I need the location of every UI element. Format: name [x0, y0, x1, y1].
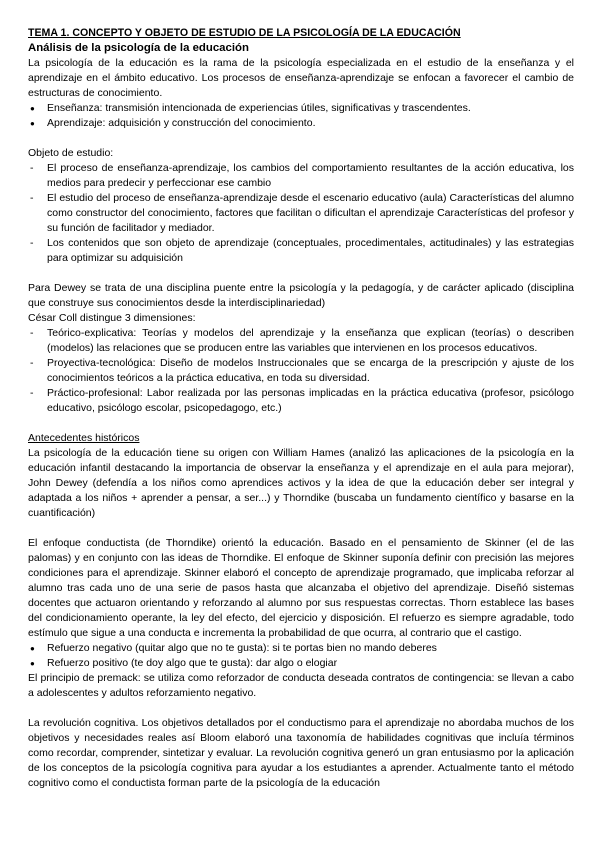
premack-paragraph: El principio de premack: se utiliza como reforzador de conducta deseada contratos de contingencia: se llevan a cabo a adolescentes y adultos reforzamiento negativo.	[28, 672, 574, 699]
list-item: ● Refuerzo positivo (te doy algo que te gusta): dar algo o elogiar	[28, 656, 574, 671]
list-item: ● Enseñanza: transmisión intencionada de experiencias útiles, significativas y trascendentes.	[28, 101, 574, 116]
refuerzo-list	[28, 641, 574, 671]
coll-list	[28, 326, 574, 416]
objeto-label: Objeto de estudio:	[28, 147, 114, 159]
antecedentes-heading: Antecedentes históricos	[28, 432, 140, 444]
list-item: - Teórico-explicativa: Teorías y modelos del aprendizaje y la enseñanza que explican (teorías) o describen (modelos) las relaciones que se producen entre las variables que intervienen en los procesos educativos.	[28, 326, 574, 356]
intro-bullet-list	[28, 101, 574, 131]
document-page	[28, 26, 574, 791]
section-subtitle: Análisis de la psicología de la educación	[28, 42, 249, 54]
list-item: - Proyectiva-tecnológica: Diseño de modelos Instruccionales que se encarga de la prescripción y ajuste de los conocimientos teóricos a la práctica educativa, en toda su diversidad.	[28, 356, 574, 386]
document-title: TEMA 1. CONCEPTO Y OBJETO DE ESTUDIO DE LA PSICOLOGÍA DE LA EDUCACIÓN	[28, 27, 461, 39]
conductista-paragraph: El enfoque conductista (de Thorndike) orientó la educación. Basado en el pensamiento de Skinner (el de las palomas) y en conjunto con las ideas de Thorndike. El enfoque de Skinner suponía definir con precisión las mejores condiciones para el aprendizaje. Skinner elaboró el concepto de aprendizaje programado, que implicaba reforzar al alumno tras cada uno de una serie de pasos hasta que alcanzaba el objetivo del aprendizaje. Diseñó sistemas docentes que actuaron orientando y reforzando al alumno por sus respuestas correctas. Thorn establece las bases del condicionamiento operante, la ley del efecto, del ejercicio y disposición. El refuerzo es siempre agradable, todo estímulo que sigue a una conducta e incrementa la probabilidad de que ocurra, al contrario que el castigo.	[28, 537, 574, 639]
intro-paragraph: La psicología de la educación es la rama de la psicología especializada en el estudio de la enseñanza y el aprendizaje en el ámbito educativo. Los procesos de enseñanza-aprendizaje se enfocan a favorecer el cambio de estructuras de conocimiento.	[28, 57, 574, 99]
list-item: - Práctico-profesional: Labor realizada por las personas implicadas en la práctica educativa (profesor, psicólogo educativo, psicólogo escolar, psicopedagogo, etc.)	[28, 386, 574, 416]
list-item: - El estudio del proceso de enseñanza-aprendizaje desde el escenario educativo (aula) Características del alumno como constructor del conocimiento, factores que facilitan o dificultan el aprendizaje Características del profesor y su función de facilitador y mediador.	[28, 191, 574, 236]
list-item: ● Aprendizaje: adquisición y construcción del conocimiento.	[28, 116, 574, 131]
list-item: - El proceso de enseñanza-aprendizaje, los cambios del comportamiento resultantes de la acción educativa, los medios para predecir y perfeccionar ese cambio	[28, 161, 574, 191]
dewey-paragraph: Para Dewey se trata de una disciplina puente entre la psicología y la pedagogía, y de carácter aplicado (disciplina que construye sus conocimientos desde la interdisciplinariedad)	[28, 282, 574, 309]
antecedentes-paragraph: La psicología de la educación tiene su origen con William Hames (analizó las aplicaciones de la psicología en la educación infantil destacando la importancia de observar la enseñanza y el aprendizaje en el aula para mejorar), John Dewey (defendía a los niños como aprendices activos y la idea de que la educación deber ser integral y adaptada a los niños + aprender a pensar, a ser...) y Thorndike (buscaba un fundamento científico y basarse en la cuantificación)	[28, 447, 574, 519]
revolucion-paragraph: La revolución cognitiva. Los objetivos detallados por el conductismo para el aprendizaje no abordaba muchos de los objetivos y necesidades reales así Bloom elaboró una taxonomía de habilidades cognitivas que incluía términos como recordar, comprender, sintetizar y evaluar. La revolución cognitiva generó un gran entusiasmo por la aplicación de los conceptos de la psicología cognitiva para ayudar a los estudiantes a aprender. Actualmente tanto el método cognitivo como el conductista forman parte de la psicología de la educación	[28, 717, 574, 789]
list-item: - Los contenidos que son objeto de aprendizaje (conceptuales, procedimentales, actitudinales) y las estrategias para optimizar su adquisición	[28, 236, 574, 266]
objeto-list	[28, 161, 574, 266]
list-item: ● Refuerzo negativo (quitar algo que no te gusta): si te portas bien no mando deberes	[28, 641, 574, 656]
coll-label: César Coll distingue 3 dimensiones:	[28, 312, 196, 324]
